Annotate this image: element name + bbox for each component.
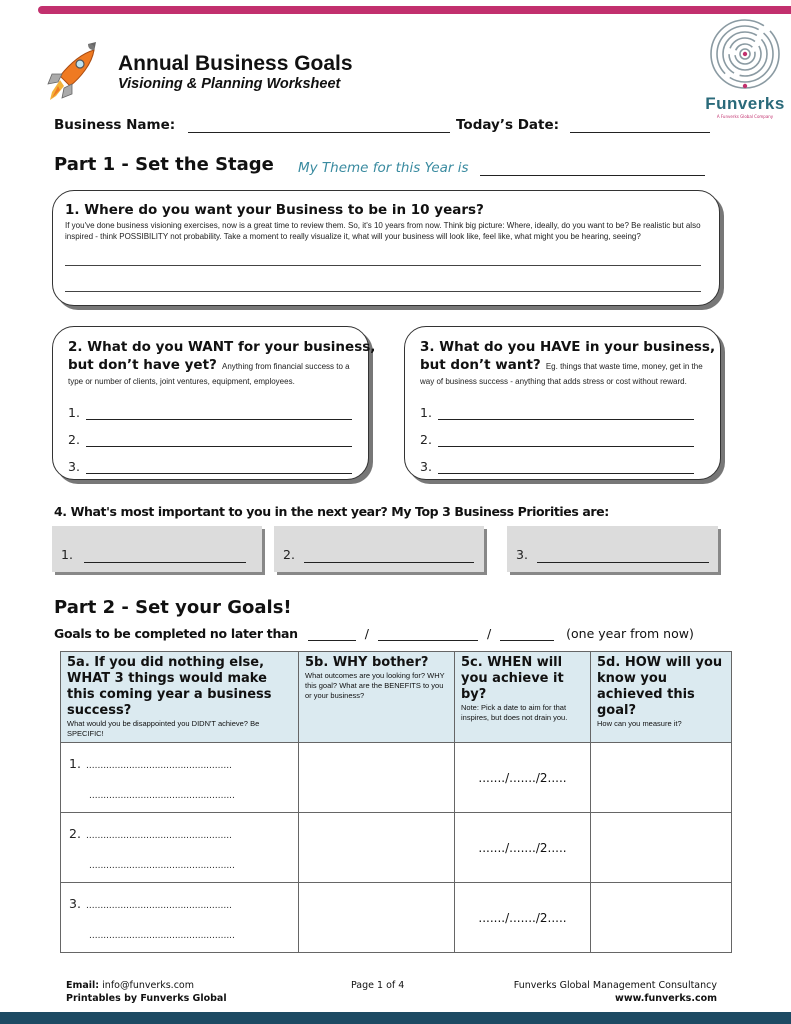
answer-line-1[interactable] — [65, 265, 701, 266]
q2-answer-2[interactable] — [86, 432, 352, 447]
priority-number: 3. — [516, 547, 528, 562]
item-number: 2. — [68, 432, 80, 447]
theme-field — [298, 157, 705, 176]
goal-why-cell[interactable] — [299, 883, 455, 953]
goal-when-cell[interactable] — [455, 883, 591, 953]
maze-logo-icon — [709, 18, 781, 94]
goal-why-cell[interactable] — [299, 743, 455, 813]
q2-item-1 — [68, 393, 358, 420]
question-2-title: 2. What do you WANT for your business, — [68, 339, 376, 355]
todays-date-label: Today’s Date: — [456, 117, 560, 133]
part1-heading: Part 1 - Set the Stage — [54, 154, 274, 175]
q2-item-2 — [68, 420, 358, 447]
date-placeholder: ......./......./2..... — [478, 910, 567, 925]
q3-item-2 — [420, 420, 710, 447]
goal-row — [61, 743, 732, 813]
question-2-box — [52, 326, 376, 480]
header-5d — [591, 652, 732, 743]
header-5b — [299, 652, 455, 743]
part2-heading: Part 2 - Set your Goals! — [54, 597, 292, 618]
footer-company: Funverks Global Management Consultancy — [513, 980, 717, 991]
question-3-content — [420, 339, 716, 474]
priority-input-1[interactable] — [84, 548, 246, 563]
question-3-subtitle — [420, 357, 710, 387]
goal-what-cell[interactable] — [61, 883, 299, 953]
priority-number: 1. — [61, 547, 73, 562]
business-name-field — [54, 114, 450, 133]
rocket-icon — [44, 40, 102, 104]
answer-line-2[interactable] — [65, 291, 701, 292]
document-subtitle: Visioning & Planning Worksheet — [118, 76, 341, 92]
item-number: 1. — [420, 405, 432, 420]
question-2-subtitle — [68, 357, 358, 387]
priority-box-1 — [52, 526, 262, 572]
goal-number: 2. — [69, 826, 81, 841]
todays-date-input[interactable] — [570, 118, 710, 133]
header-5a — [61, 652, 299, 743]
column-help: How can you measure it? — [597, 719, 682, 728]
item-number: 2. — [420, 432, 432, 447]
dotted-line: ................................................... — [86, 901, 232, 911]
funverks-logo — [705, 18, 785, 122]
dotted-line: ................................................... — [86, 831, 232, 841]
question-3-box — [404, 326, 721, 480]
column-title: 5c. WHEN will you achieve it by? — [461, 655, 564, 702]
priority-input-2[interactable] — [304, 548, 474, 563]
goal-how-cell[interactable] — [591, 883, 732, 953]
date-placeholder: ......./......./2..... — [478, 770, 567, 785]
goal-what-cell[interactable] — [61, 743, 299, 813]
column-title: 5a. If you did nothing else, WHAT 3 things would make this coming year a business success? — [67, 655, 272, 718]
top-brand-bar — [38, 6, 791, 14]
theme-label: My Theme for this Year is — [298, 160, 469, 176]
dotted-line: ................................................... — [86, 761, 232, 771]
footer-left — [66, 980, 227, 1005]
goal-row — [61, 813, 732, 883]
question-1-title: 1. Where do you want your Business to be in 10 years? — [65, 202, 484, 218]
goal-what-cell[interactable] — [61, 813, 299, 883]
priority-input-3[interactable] — [537, 548, 709, 563]
q3-answer-1[interactable] — [438, 405, 694, 420]
footer-bar — [0, 1012, 791, 1024]
footer-right — [514, 980, 717, 1005]
deadline-label: Goals to be completed no later than — [54, 626, 298, 641]
q3-answer-3[interactable] — [438, 459, 694, 474]
dotted-line: ................................................... — [89, 861, 235, 871]
goals-table — [60, 651, 732, 953]
theme-input[interactable] — [480, 161, 705, 176]
deadline-month-input[interactable] — [378, 626, 478, 641]
item-number: 3. — [68, 459, 80, 474]
q2-item-3 — [68, 447, 358, 474]
column-title: 5b. WHY bother? — [305, 655, 429, 670]
goal-number: 3. — [69, 896, 81, 911]
question-1-box — [52, 190, 720, 306]
q2-answer-3[interactable] — [86, 459, 352, 474]
q2-answer-1[interactable] — [86, 405, 352, 420]
goal-how-cell[interactable] — [591, 743, 732, 813]
logo-wordmark: Funverks — [705, 94, 785, 113]
column-title: 5d. HOW will you know you achieved this goal? — [597, 655, 723, 718]
q3-answer-2[interactable] — [438, 432, 694, 447]
deadline-row — [54, 626, 694, 641]
deadline-year-input[interactable] — [500, 626, 554, 641]
page-number: Page 1 of 4 — [351, 980, 405, 991]
header-5c — [455, 652, 591, 743]
priority-box-3 — [507, 526, 718, 572]
business-name-input[interactable] — [188, 118, 450, 133]
priority-number: 2. — [283, 547, 295, 562]
q3-item-3 — [420, 447, 710, 474]
footer-email-link[interactable]: info@funverks.com — [102, 980, 194, 991]
column-help: What would you be disappointed you DIDN'T achieve? Be SPECIFIC! — [67, 719, 260, 738]
footer-website-link[interactable]: www.funverks.com — [615, 992, 717, 1004]
column-help: Note: Pick a date to aim for that inspires, but does not drain you. — [461, 703, 568, 722]
business-name-label: Business Name: — [54, 117, 176, 133]
question-3-help: Eg. things that waste time, money, get in the way of business success - anything that adds stress or cost without reward. — [420, 362, 703, 386]
deadline-day-input[interactable] — [308, 626, 356, 641]
email-label: Email: — [66, 980, 100, 991]
date-placeholder: ......./......./2..... — [478, 840, 567, 855]
date-separator: / — [486, 626, 492, 641]
question-2-content — [68, 339, 376, 474]
question-2-help: Anything from financial success to a type or number of clients, joint ventures, equipment, employees. — [68, 362, 350, 386]
goal-when-cell[interactable] — [455, 743, 591, 813]
date-separator: / — [364, 626, 369, 641]
goal-when-cell[interactable] — [455, 813, 591, 883]
todays-date-field — [456, 114, 710, 133]
goal-row — [61, 883, 732, 953]
document-title: Annual Business Goals — [118, 52, 353, 75]
footer-printables: Printables by Funverks Global — [66, 992, 227, 1004]
q3-item-1 — [420, 393, 710, 420]
question-2-title-line2: but don’t have yet? — [68, 357, 217, 373]
question-3-title-line2: but don’t want? — [420, 357, 541, 373]
goals-table-header — [61, 652, 732, 743]
question-1-help: If you've done business visioning exercises, now is a great time to review them. So, it's 10 years from now. Think big picture: Where, ideally, do you want to be? Be realistic but also inspired - think POSSIBILITY not probability. Take a moment to really visualize it, what will your business will look like, feel like, what might you be hearing, seeing? — [65, 221, 701, 241]
dotted-line: ................................................... — [89, 791, 235, 801]
goal-how-cell[interactable] — [591, 813, 732, 883]
question-3-title: 3. What do you HAVE in your business, — [420, 339, 716, 355]
item-number: 3. — [420, 459, 432, 474]
priority-box-2 — [274, 526, 484, 572]
logo-tagline: A Funverks Global Company — [716, 114, 774, 119]
deadline-note: (one year from now) — [566, 626, 694, 641]
column-help: What outcomes are you looking for? WHY this goal? What are the BENEFITS to you or your business? — [305, 671, 445, 700]
goal-number: 1. — [69, 756, 81, 771]
dotted-line: ................................................... — [89, 931, 235, 941]
question-4-title: 4. What's most important to you in the next year? My Top 3 Business Priorities are: — [54, 504, 609, 519]
item-number: 1. — [68, 405, 80, 420]
goal-why-cell[interactable] — [299, 813, 455, 883]
